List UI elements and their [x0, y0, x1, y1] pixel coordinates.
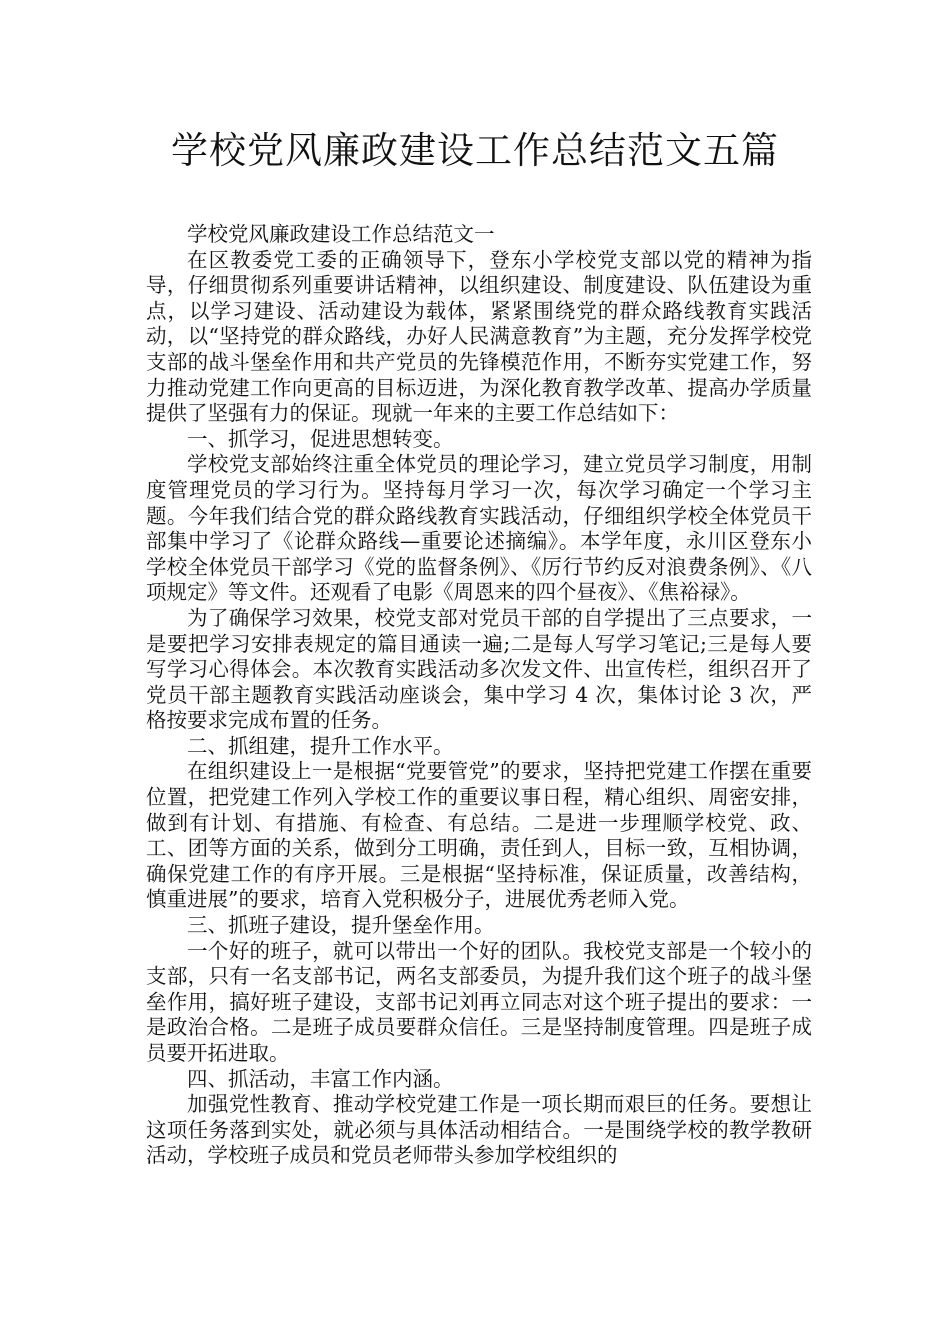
body-paragraph: 为了确保学习效果，校党支部对党员干部的自学提出了三点要求，一是要把学习安排表规定的篇目通读一遍;二是每人写学习笔记;三是每人要写学习心得体会。本次教育实践活动多次发文件、出宣传栏，组织召开了党员干部主题教育实践活动座谈会，集中学习 4 次，集体讨论 3 次，严格按要求完成布置的任务。: [146, 605, 812, 733]
subsection-heading: 二、抓组建，提升工作水平。: [187, 733, 454, 758]
document-title: 学校党风廉政建设工作总结范文五篇: [171, 129, 779, 172]
body-paragraph: 加强党性教育、推动学校党建工作是一项长期而艰巨的任务。要想让这项任务落到实处，就必须与具体活动相结合。一是围绕学校的教学教研活动，学校班子成员和党员老师带头参加学校组织的: [146, 1092, 812, 1168]
body-paragraph: 一个好的班子，就可以带出一个好的团队。我校党支部是一个较小的支部，只有一名支部书记，两名支部委员，为提升我们这个班子的战斗堡垒作用，搞好班子建设，支部书记刘再立同志对这个班子提出的要求：一是政治合格。二是班子成员要群众信任。三是坚持制度管理。四是班子成员要开拓进取。: [146, 938, 812, 1065]
body-paragraph: 在区教委党工委的正确领导下，登东小学校党支部以党的精神为指导，仔细贯彻系列重要讲话精神，以组织建设、制度建设、队伍建设为重点，以学习建设、活动建设为载体，紧紧围绕党的群众路线教育实践活动，以“坚持党的群众路线，办好人民满意教育”为主题，充分发挥学校党支部的战斗堡垒作用和共产党员的先锋模范作用，不断夯实党建工作，努力推动党建工作向更高的目标迈进，为深化教育教学改革、提高办学质量提供了坚强有力的保证。现就一年来的主要工作总结如下：: [146, 247, 812, 426]
document-body: [146, 222, 812, 1169]
subsection-heading: 四、抓活动，丰富工作内涵。: [187, 1066, 454, 1091]
body-paragraph: 在组织建设上一是根据“党要管党”的要求，坚持把党建工作摆在重要位置，把党建工作列入学校工作的重要议事日程，精心组织、周密安排，做到有计划、有措施、有检查、有总结。二是进一步理顺学校党、政、工、团等方面的关系，做到分工明确，责任到人，目标一致，互相协调，确保党建工作的有序开展。三是根据“坚持标准，保证质量，改善结构，慎重进展”的要求，培育入党积极分子，进展优秀老师入党。: [146, 759, 812, 912]
section-heading: 学校党风廉政建设工作总结范文一: [187, 222, 495, 246]
body-paragraph: 学校党支部始终注重全体党员的理论学习，建立党员学习制度，用制度管理党员的学习行为。坚持每月学习一次，每次学习确定一个学习主题。今年我们结合党的群众路线教育实践活动，仔细组织学校全体党员干部集中学习了《论群众路线—重要论述摘编》。本学年度，永川区登东小学校全体党员干部学习《党的监督条例》、《厉行节约反对浪费条例》、《八项规定》等文件。还观看了电影《周恩来的四个昼夜》、《焦裕禄》。: [146, 452, 812, 605]
subsection-heading: 一、抓学习，促进思想转变。: [187, 426, 454, 451]
subsection-heading: 三、抓班子建设，提升堡垒作用。: [187, 913, 495, 938]
